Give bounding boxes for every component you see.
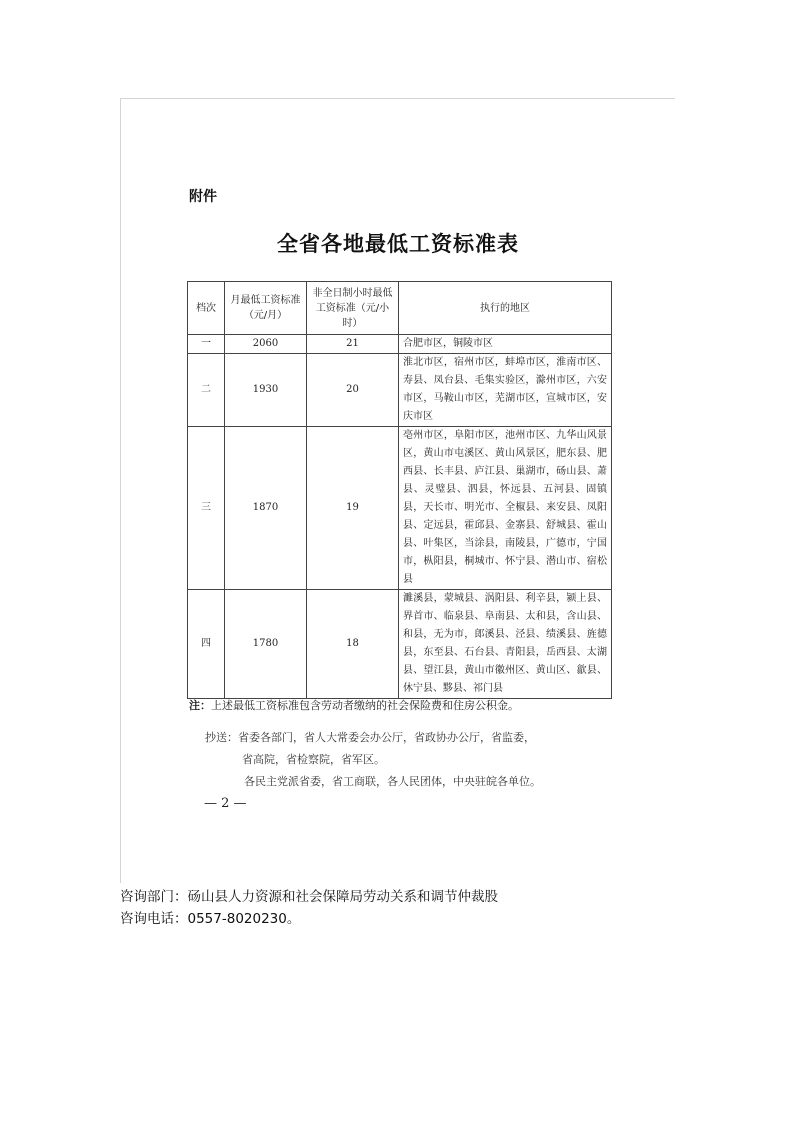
monthly-cell: 2060 xyxy=(225,335,307,354)
tier-cell: 三 xyxy=(188,427,225,590)
table-row xyxy=(188,590,612,699)
monthly-cell: 1780 xyxy=(225,590,307,699)
table-row xyxy=(188,335,612,354)
cc-recipients-3: 各民主党派省委，省工商联，各人民团体，中央驻皖各单位。 xyxy=(244,775,541,788)
minimum-wage-table xyxy=(187,281,612,699)
table-note xyxy=(189,697,519,713)
header-hourly: 非全日制小时最低工资标准（元/小时） xyxy=(307,282,399,335)
header-tier: 档次 xyxy=(188,282,225,335)
note-label: 注： xyxy=(189,699,211,712)
tier-cell: 一 xyxy=(188,335,225,354)
regions-cell: 亳州市区，阜阳市区，池州市区、九华山风景区，黄山市屯溪区、黄山风景区，肥东县、肥西县、长丰县、庐江县、巢湖市，砀山县、萧县、灵璧县、泗县，怀远县、五河县、固镇县，天长市、明光市、全椒县、来安县、凤阳县、定远县，霍邱县、金寨县、舒城县、霍山县、叶集区，当涂县，南陵县，广德市，宁国市，枞阳县，桐城市、怀宁县、潜山市、宿松县 xyxy=(399,427,612,590)
note-text: 上述最低工资标准包含劳动者缴纳的社会保险费和住房公积金。 xyxy=(211,699,519,712)
header-regions: 执行的地区 xyxy=(399,282,612,335)
table-row xyxy=(188,354,612,427)
attachment-label: 附件 xyxy=(189,189,217,205)
cc-recipients-1: 省委各部门，省人大常委会办公厅，省政协办公厅，省监委， xyxy=(238,731,535,744)
monthly-cell: 1870 xyxy=(225,427,307,590)
tier-cell: 二 xyxy=(188,354,225,427)
hourly-cell: 21 xyxy=(307,335,399,354)
monthly-cell: 1930 xyxy=(225,354,307,427)
table-row xyxy=(188,427,612,590)
hourly-cell: 20 xyxy=(307,354,399,427)
cc-label: 抄送： xyxy=(205,731,238,744)
regions-cell: 合肥市区，铜陵市区 xyxy=(399,335,612,354)
cc-line-1 xyxy=(205,727,625,749)
cc-recipients-2: 省高院，省检察院，省军区。 xyxy=(242,753,385,766)
regions-cell: 淮北市区，宿州市区，蚌埠市区，淮南市区、寿县、凤台县、毛集实验区，滁州市区，六安市区，马鞍山市区，芜湖市区，宣城市区，安庆市区 xyxy=(399,354,612,427)
page-number: — 2 — xyxy=(204,796,247,811)
header-monthly: 月最低工资标准（元/月） xyxy=(225,282,307,335)
tier-cell: 四 xyxy=(188,590,225,699)
table-header-row xyxy=(188,282,612,335)
consult-phone: 咨询电话：0557-8020230。 xyxy=(120,911,301,927)
hourly-cell: 19 xyxy=(307,427,399,590)
hourly-cell: 18 xyxy=(307,590,399,699)
cc-distribution xyxy=(205,727,625,793)
document-title: 全省各地最低工资标准表 xyxy=(277,231,519,256)
consult-department: 咨询部门：砀山县人力资源和社会保障局劳动关系和调节仲裁股 xyxy=(120,889,498,905)
regions-cell: 濉溪县，蒙城县、涡阳县、利辛县，颍上县、界首市、临泉县、阜南县、太和县，含山县、和县，无为市，郎溪县、泾县、绩溪县、旌德县，东至县、石台县、青阳县，岳西县、太湖县、望江县，黄山市徽州区、黄山区、歙县、休宁县、黟县、祁门县 xyxy=(399,590,612,699)
